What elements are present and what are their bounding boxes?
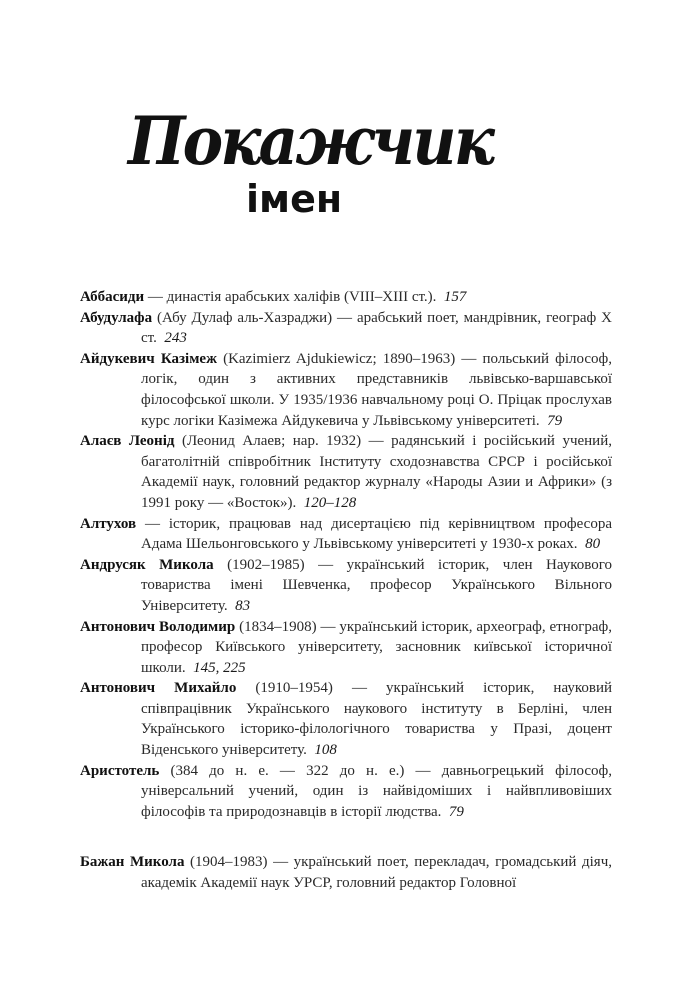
index-entry bbox=[80, 852, 612, 893]
index-entry bbox=[80, 287, 612, 308]
title-line-1: Покажчик bbox=[128, 102, 493, 180]
entry-name: Алтухов bbox=[80, 515, 137, 532]
index-entry bbox=[80, 431, 612, 513]
entry-description: — династія арабських халіфів (VIII–XIII ст.). bbox=[144, 289, 437, 305]
index-entry bbox=[80, 308, 612, 349]
entry-name: Абудулафа bbox=[80, 309, 153, 326]
index-entry bbox=[80, 514, 612, 555]
entry-name: Алаєв Леонід bbox=[80, 433, 175, 450]
entry-pages: 157 bbox=[443, 289, 467, 305]
entry-pages: 79 bbox=[448, 803, 464, 820]
entry-description: (1902–1985) — український історик, член Наукового товариства імені Шевченка, професор Українського Вільного Університету. bbox=[141, 556, 613, 614]
entry-description: (Леонид Алаев; нар. 1932) — радянський і російський учений, багатолітній співробітник Інституту сходознавства СРСР і російської Академії наук, головний редактор журналу «Народы Азии и Африки» (з 1991 року — «Восток»). bbox=[141, 433, 612, 511]
entry-pages: 79 bbox=[547, 412, 563, 429]
entry-name: Бажан Микола bbox=[80, 854, 185, 871]
entry-description: (1834–1908) — український історик, археограф, етнограф, професор Київського університету, засновник київської історичної школи. bbox=[141, 618, 612, 676]
entry-description: (Kazimierz Ajdukiewicz; 1890–1963) — польський філософ, логік, один з активних представників львівсько-варшавської філософської школи. У 1935/1936 навчальному році О. Пріцак прослухав курс логіки Казімежа Айдукевича у Львівському університеті. bbox=[141, 350, 612, 429]
entry-name: Аббасиди bbox=[80, 289, 145, 305]
index-entry bbox=[80, 617, 612, 679]
index-entry bbox=[80, 555, 612, 617]
title-line-2: імен bbox=[246, 177, 343, 221]
entry-pages: 243 bbox=[164, 330, 187, 347]
entry-name: Антонович Михайло bbox=[80, 680, 237, 697]
entry-description: (384 до н. е. — 322 до н. е.) — давньогрецький філософ, універсальний учений, один із найвідоміших і найвпливовіших філософів та природознавців в історії людства. bbox=[141, 762, 612, 820]
index-entry bbox=[80, 761, 612, 823]
entry-name: Андрусяк Микола bbox=[80, 556, 214, 573]
entry-description: (1910–1954) — український історик, науковий співпрацівник Українського наукового інституту в Берліні, член Українського історико-філологічного товариства у Празі, доцент Віденського університету. bbox=[141, 680, 613, 759]
letter-section-gap bbox=[80, 822, 612, 852]
entry-name: Аристотель bbox=[80, 762, 160, 779]
entry-description: (1904–1983) — український поет, перекладач, громадський діяч, академік Академії наук УРСР, головний редактор Головної bbox=[141, 854, 613, 892]
entry-name: Антонович Володимир bbox=[80, 618, 236, 635]
entry-pages: 120–128 bbox=[303, 494, 357, 511]
entry-description: — історик, працював над дисертацією під керівництвом професора Адама Шельонговського у Львівському університеті у 1930-х роках. bbox=[136, 515, 612, 553]
entry-pages: 83 bbox=[235, 597, 251, 614]
entry-name: Айдукевич Казімеж bbox=[80, 350, 217, 367]
name-index bbox=[80, 287, 612, 894]
index-entry bbox=[80, 349, 612, 431]
entry-pages: 145, 225 bbox=[193, 659, 246, 676]
entry-pages: 108 bbox=[314, 742, 337, 759]
entry-pages: 80 bbox=[585, 536, 601, 553]
entry-description: (Абу Дулаф аль-Хазраджи) — арабський поет, мандрівник, географ X ст. bbox=[141, 309, 612, 347]
index-entry bbox=[80, 678, 612, 760]
